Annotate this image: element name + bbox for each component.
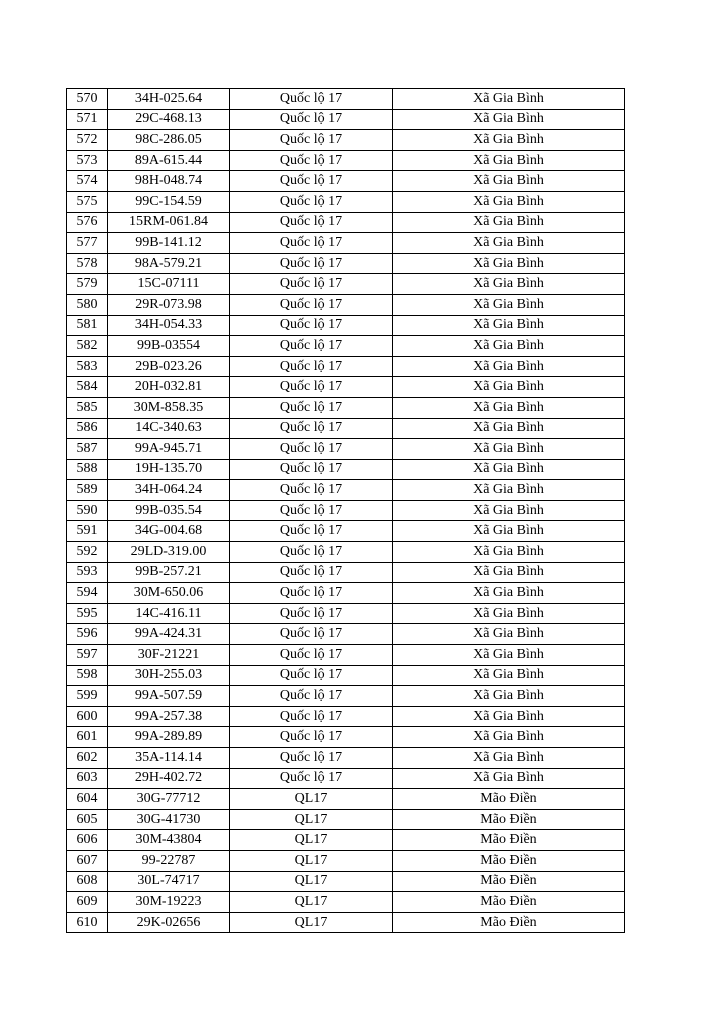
table-row	[67, 233, 625, 254]
road-cell: QL17	[230, 809, 393, 830]
location-cell: Xã Gia Bình	[393, 459, 625, 480]
table-row	[67, 336, 625, 357]
location-cell: Xã Gia Bình	[393, 500, 625, 521]
row-number-cell: 584	[67, 377, 108, 398]
table-row	[67, 542, 625, 563]
table-row	[67, 665, 625, 686]
row-number-cell: 610	[67, 912, 108, 933]
road-cell: Quốc lộ 17	[230, 562, 393, 583]
table-row	[67, 500, 625, 521]
road-cell: Quốc lộ 17	[230, 768, 393, 789]
row-number-cell: 591	[67, 521, 108, 542]
road-cell: QL17	[230, 912, 393, 933]
row-number-cell: 593	[67, 562, 108, 583]
table-row	[67, 686, 625, 707]
row-number-cell: 595	[67, 603, 108, 624]
table-row	[67, 748, 625, 769]
plate-number-cell: 99-22787	[108, 850, 230, 871]
row-number-cell: 594	[67, 583, 108, 604]
plate-number-cell: 15RM-061.84	[108, 212, 230, 233]
road-cell: QL17	[230, 830, 393, 851]
plate-number-cell: 34H-054.33	[108, 315, 230, 336]
plate-number-cell: 19H-135.70	[108, 459, 230, 480]
row-number-cell: 604	[67, 789, 108, 810]
table-row	[67, 892, 625, 913]
plate-number-cell: 29R-073.98	[108, 294, 230, 315]
road-cell: Quốc lộ 17	[230, 727, 393, 748]
row-number-cell: 583	[67, 356, 108, 377]
location-cell: Xã Gia Bình	[393, 377, 625, 398]
table-row	[67, 109, 625, 130]
location-cell: Xã Gia Bình	[393, 665, 625, 686]
road-cell: Quốc lộ 17	[230, 294, 393, 315]
road-cell: Quốc lộ 17	[230, 500, 393, 521]
table-row	[67, 274, 625, 295]
plate-number-cell: 30M-43804	[108, 830, 230, 851]
table-body	[67, 89, 625, 933]
road-cell: Quốc lộ 17	[230, 459, 393, 480]
row-number-cell: 586	[67, 418, 108, 439]
road-cell: Quốc lộ 17	[230, 336, 393, 357]
plate-number-cell: 99B-257.21	[108, 562, 230, 583]
plate-number-cell: 15C-07111	[108, 274, 230, 295]
table-row	[67, 315, 625, 336]
plate-number-cell: 35A-114.14	[108, 748, 230, 769]
row-number-cell: 585	[67, 397, 108, 418]
location-cell: Mão Điền	[393, 912, 625, 933]
location-cell: Xã Gia Bình	[393, 706, 625, 727]
plate-number-cell: 99A-507.59	[108, 686, 230, 707]
table-row	[67, 871, 625, 892]
table-row	[67, 562, 625, 583]
table-row	[67, 294, 625, 315]
table-row	[67, 789, 625, 810]
row-number-cell: 600	[67, 706, 108, 727]
location-cell: Mão Điền	[393, 850, 625, 871]
table-row	[67, 459, 625, 480]
row-number-cell: 570	[67, 89, 108, 110]
road-cell: Quốc lộ 17	[230, 748, 393, 769]
plate-number-cell: 34H-064.24	[108, 480, 230, 501]
road-cell: QL17	[230, 892, 393, 913]
table-row	[67, 191, 625, 212]
table-row	[67, 830, 625, 851]
plate-number-cell: 30G-41730	[108, 809, 230, 830]
plate-number-cell: 34G-004.68	[108, 521, 230, 542]
road-cell: Quốc lộ 17	[230, 603, 393, 624]
location-cell: Mão Điền	[393, 871, 625, 892]
table-row	[67, 377, 625, 398]
row-number-cell: 575	[67, 191, 108, 212]
plate-number-cell: 98A-579.21	[108, 253, 230, 274]
row-number-cell: 609	[67, 892, 108, 913]
road-cell: Quốc lộ 17	[230, 480, 393, 501]
row-number-cell: 599	[67, 686, 108, 707]
table-row	[67, 809, 625, 830]
table-row	[67, 603, 625, 624]
road-cell: Quốc lộ 17	[230, 583, 393, 604]
plate-number-cell: 99C-154.59	[108, 191, 230, 212]
location-cell: Xã Gia Bình	[393, 727, 625, 748]
road-cell: Quốc lộ 17	[230, 253, 393, 274]
table-row	[67, 150, 625, 171]
road-cell: Quốc lộ 17	[230, 686, 393, 707]
row-number-cell: 582	[67, 336, 108, 357]
location-cell: Xã Gia Bình	[393, 212, 625, 233]
road-cell: Quốc lộ 17	[230, 109, 393, 130]
row-number-cell: 572	[67, 130, 108, 151]
road-cell: Quốc lộ 17	[230, 645, 393, 666]
road-cell: Quốc lộ 17	[230, 315, 393, 336]
row-number-cell: 587	[67, 439, 108, 460]
table-row	[67, 624, 625, 645]
plate-number-cell: 99A-257.38	[108, 706, 230, 727]
plate-number-cell: 29C-468.13	[108, 109, 230, 130]
location-cell: Xã Gia Bình	[393, 686, 625, 707]
road-cell: QL17	[230, 871, 393, 892]
table-row	[67, 645, 625, 666]
road-cell: QL17	[230, 789, 393, 810]
table-row	[67, 706, 625, 727]
table-row	[67, 89, 625, 110]
location-cell: Xã Gia Bình	[393, 418, 625, 439]
plate-number-cell: 29LD-319.00	[108, 542, 230, 563]
location-cell: Xã Gia Bình	[393, 191, 625, 212]
road-cell: Quốc lộ 17	[230, 397, 393, 418]
location-cell: Mão Điền	[393, 830, 625, 851]
row-number-cell: 596	[67, 624, 108, 645]
plate-number-cell: 30M-650.06	[108, 583, 230, 604]
plate-number-cell: 29K-02656	[108, 912, 230, 933]
location-cell: Xã Gia Bình	[393, 130, 625, 151]
row-number-cell: 601	[67, 727, 108, 748]
plate-number-cell: 29H-402.72	[108, 768, 230, 789]
row-number-cell: 576	[67, 212, 108, 233]
row-number-cell: 579	[67, 274, 108, 295]
table-row	[67, 253, 625, 274]
road-cell: Quốc lộ 17	[230, 212, 393, 233]
road-cell: Quốc lộ 17	[230, 356, 393, 377]
plate-number-cell: 30L-74717	[108, 871, 230, 892]
table-row	[67, 397, 625, 418]
row-number-cell: 603	[67, 768, 108, 789]
row-number-cell: 590	[67, 500, 108, 521]
plate-number-cell: 98H-048.74	[108, 171, 230, 192]
location-cell: Xã Gia Bình	[393, 583, 625, 604]
plate-number-cell: 29B-023.26	[108, 356, 230, 377]
location-cell: Xã Gia Bình	[393, 356, 625, 377]
table-row	[67, 418, 625, 439]
plate-number-cell: 30M-19223	[108, 892, 230, 913]
road-cell: Quốc lộ 17	[230, 130, 393, 151]
location-cell: Xã Gia Bình	[393, 233, 625, 254]
plate-number-cell: 14C-340.63	[108, 418, 230, 439]
table-row	[67, 130, 625, 151]
road-cell: Quốc lộ 17	[230, 89, 393, 110]
road-cell: Quốc lộ 17	[230, 624, 393, 645]
row-number-cell: 606	[67, 830, 108, 851]
row-number-cell: 574	[67, 171, 108, 192]
location-cell: Xã Gia Bình	[393, 603, 625, 624]
plate-number-cell: 34H-025.64	[108, 89, 230, 110]
location-cell: Xã Gia Bình	[393, 336, 625, 357]
plate-number-cell: 30M-858.35	[108, 397, 230, 418]
location-cell: Xã Gia Bình	[393, 274, 625, 295]
plate-number-cell: 99A-945.71	[108, 439, 230, 460]
row-number-cell: 602	[67, 748, 108, 769]
road-cell: Quốc lộ 17	[230, 150, 393, 171]
location-cell: Xã Gia Bình	[393, 542, 625, 563]
location-cell: Xã Gia Bình	[393, 397, 625, 418]
plate-number-cell: 20H-032.81	[108, 377, 230, 398]
location-cell: Xã Gia Bình	[393, 521, 625, 542]
location-cell: Xã Gia Bình	[393, 748, 625, 769]
table-row	[67, 727, 625, 748]
road-cell: Quốc lộ 17	[230, 439, 393, 460]
row-number-cell: 580	[67, 294, 108, 315]
plate-number-cell: 99B-141.12	[108, 233, 230, 254]
location-cell: Xã Gia Bình	[393, 171, 625, 192]
plate-number-cell: 89A-615.44	[108, 150, 230, 171]
plate-number-cell: 98C-286.05	[108, 130, 230, 151]
table-row	[67, 439, 625, 460]
road-cell: Quốc lộ 17	[230, 274, 393, 295]
road-cell: Quốc lộ 17	[230, 521, 393, 542]
table-row	[67, 171, 625, 192]
table-row	[67, 212, 625, 233]
road-cell: Quốc lộ 17	[230, 706, 393, 727]
row-number-cell: 577	[67, 233, 108, 254]
location-cell: Mão Điền	[393, 892, 625, 913]
location-cell: Xã Gia Bình	[393, 294, 625, 315]
location-cell: Mão Điền	[393, 789, 625, 810]
row-number-cell: 607	[67, 850, 108, 871]
road-cell: Quốc lộ 17	[230, 665, 393, 686]
plate-number-cell: 14C-416.11	[108, 603, 230, 624]
location-cell: Xã Gia Bình	[393, 109, 625, 130]
row-number-cell: 588	[67, 459, 108, 480]
location-cell: Xã Gia Bình	[393, 315, 625, 336]
road-cell: Quốc lộ 17	[230, 171, 393, 192]
road-cell: Quốc lộ 17	[230, 542, 393, 563]
location-cell: Xã Gia Bình	[393, 624, 625, 645]
plate-number-cell: 30H-255.03	[108, 665, 230, 686]
location-cell: Xã Gia Bình	[393, 645, 625, 666]
road-cell: Quốc lộ 17	[230, 377, 393, 398]
row-number-cell: 571	[67, 109, 108, 130]
table-row	[67, 768, 625, 789]
road-cell: QL17	[230, 850, 393, 871]
row-number-cell: 592	[67, 542, 108, 563]
location-cell: Xã Gia Bình	[393, 562, 625, 583]
road-cell: Quốc lộ 17	[230, 418, 393, 439]
plate-number-cell: 99A-289.89	[108, 727, 230, 748]
row-number-cell: 597	[67, 645, 108, 666]
table-row	[67, 850, 625, 871]
location-cell: Mão Điền	[393, 809, 625, 830]
row-number-cell: 578	[67, 253, 108, 274]
table-row	[67, 912, 625, 933]
location-cell: Xã Gia Bình	[393, 480, 625, 501]
table-row	[67, 356, 625, 377]
location-cell: Xã Gia Bình	[393, 89, 625, 110]
location-cell: Xã Gia Bình	[393, 439, 625, 460]
table-row	[67, 480, 625, 501]
road-cell: Quốc lộ 17	[230, 191, 393, 212]
plate-number-cell: 30G-77712	[108, 789, 230, 810]
road-cell: Quốc lộ 17	[230, 233, 393, 254]
plate-number-cell: 99B-03554	[108, 336, 230, 357]
plate-number-cell: 30F-21221	[108, 645, 230, 666]
table-row	[67, 521, 625, 542]
location-cell: Xã Gia Bình	[393, 253, 625, 274]
location-cell: Xã Gia Bình	[393, 150, 625, 171]
row-number-cell: 608	[67, 871, 108, 892]
row-number-cell: 573	[67, 150, 108, 171]
violation-table	[66, 88, 625, 933]
table-row	[67, 583, 625, 604]
location-cell: Xã Gia Bình	[393, 768, 625, 789]
row-number-cell: 598	[67, 665, 108, 686]
row-number-cell: 581	[67, 315, 108, 336]
plate-number-cell: 99A-424.31	[108, 624, 230, 645]
row-number-cell: 589	[67, 480, 108, 501]
row-number-cell: 605	[67, 809, 108, 830]
plate-number-cell: 99B-035.54	[108, 500, 230, 521]
